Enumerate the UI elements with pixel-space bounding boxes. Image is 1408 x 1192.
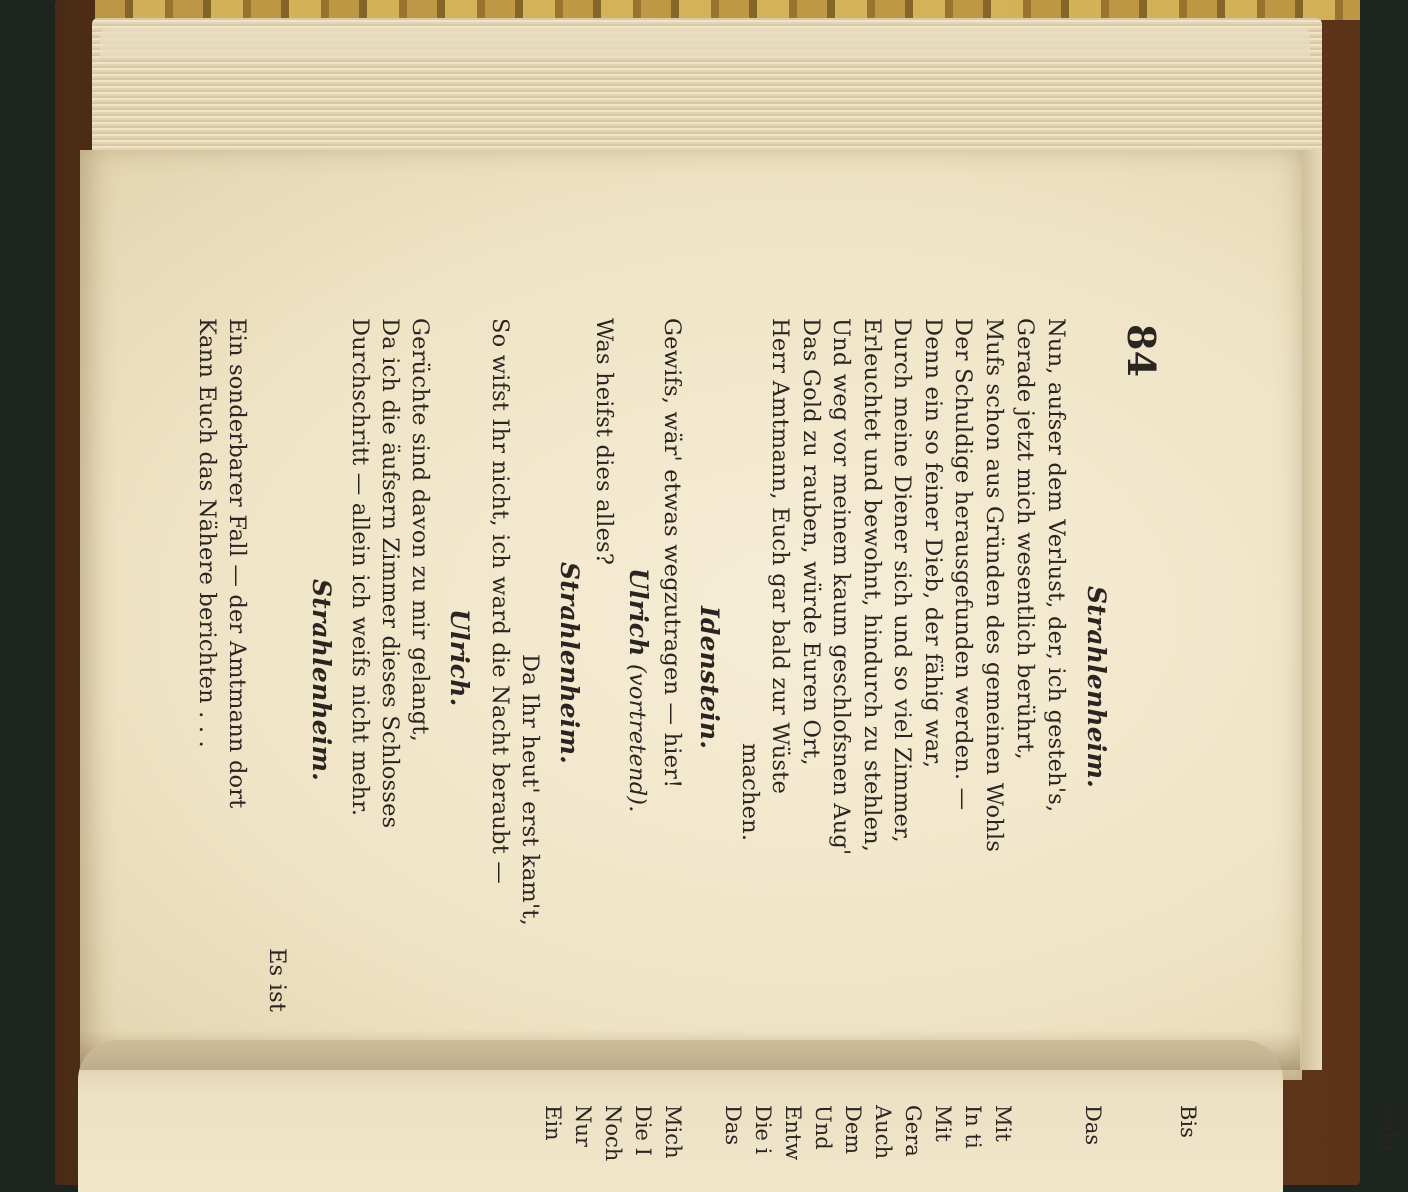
page-right-edge <box>1300 150 1322 1070</box>
gutter-shadow <box>80 1030 1300 1070</box>
next-page-line: Dem <box>841 1105 865 1155</box>
next-page-line: Nur <box>571 1105 595 1147</box>
speaker-name: Ulrich. <box>445 609 474 707</box>
stage-direction: (vortretend). <box>624 663 650 813</box>
next-page-line: Bis <box>1176 1105 1200 1138</box>
next-page-text <box>0 1105 1398 1192</box>
verse-line: Gerüchte sind davon zu mir gelangt, <box>407 318 433 742</box>
verse-line: Und weg vor meinem kaum geschlofsnen Aug' <box>828 318 854 856</box>
speaker-name: Ulrich <box>624 568 653 657</box>
verse-line: Denn ein so feiner Dieb, der fähig war, <box>920 318 946 769</box>
gilt-page-edge <box>95 0 1360 20</box>
next-page-line: Auch <box>871 1105 895 1159</box>
next-page-line: Gera <box>901 1105 925 1157</box>
next-page-line: In ti <box>961 1105 985 1149</box>
next-page-line: Das <box>721 1105 745 1146</box>
next-page-line: Entw <box>781 1105 805 1161</box>
verse-line: Der Schuldige herausgefunden werden. — <box>950 318 976 811</box>
verse-line: Es ist <box>264 948 290 1013</box>
speaker-name: Strahlenheim. <box>555 562 584 765</box>
verse-line: Ein sonderbarer Fall — der Amtmann dort <box>224 318 250 809</box>
verse-line: Nun, aufser dem Verlust, der, ich gesteh's, <box>1043 318 1069 813</box>
verse-line: Durchschritt — allein ich weifs nicht mehr. <box>347 318 373 817</box>
verse-line: Gerade jetzt mich wesentlich berührt, <box>1012 318 1038 760</box>
next-page-line: Sehr <box>1376 1105 1400 1156</box>
verse-line: Da Ihr heut' erst kam't, <box>517 654 543 926</box>
verse-line: Mufs schon aus Gründen des gemeinen Wohls <box>981 318 1007 853</box>
verse-line: Was heifst dies alles? <box>591 318 617 566</box>
page-stack-top <box>100 28 1310 58</box>
verse-line: Gewifs, wär' etwas wegzutragen — hier! <box>659 318 685 789</box>
verse-line: Das Gold zu rauben, würde Euren Ort, <box>798 318 824 766</box>
verse-line: So wifst Ihr nicht, ich ward die Nacht beraubt — <box>487 318 513 885</box>
verse-line: machen. <box>737 743 763 842</box>
next-page-line: Mit <box>991 1105 1015 1142</box>
speaker-name: Strahlenheim. <box>307 579 336 782</box>
speaker-name: Idenstein. <box>695 606 724 750</box>
next-page-line: Das <box>1081 1105 1105 1146</box>
page-number: 84 <box>1119 324 1164 378</box>
verse-line: Durch meine Diener sich und so viel Zimmer, <box>889 318 915 843</box>
verse-line: Da ich die äufsern Zimmer dieses Schlosses <box>377 318 403 829</box>
next-page-line: Mich <box>661 1105 685 1159</box>
next-page-line: Die I <box>631 1105 655 1156</box>
verse-line: Herr Amtmann, Euch gar bald zur Wüste <box>767 318 793 794</box>
next-page-line: Mit <box>931 1105 955 1142</box>
verse-line: Kann Euch das Nähere berichten . . . <box>194 318 220 748</box>
next-page-line: Noch <box>601 1105 625 1162</box>
verse-line: Erleuchtet und bewohnt, hindurch zu stehlen, <box>859 318 885 853</box>
next-page-line: Die i <box>751 1105 775 1155</box>
next-page-line: Ein <box>541 1105 565 1141</box>
page-text-block <box>152 318 1164 1018</box>
stage-direction-line <box>624 568 653 813</box>
speaker-name: Strahlenheim. <box>1082 586 1111 789</box>
next-page-line: Und <box>811 1105 835 1150</box>
